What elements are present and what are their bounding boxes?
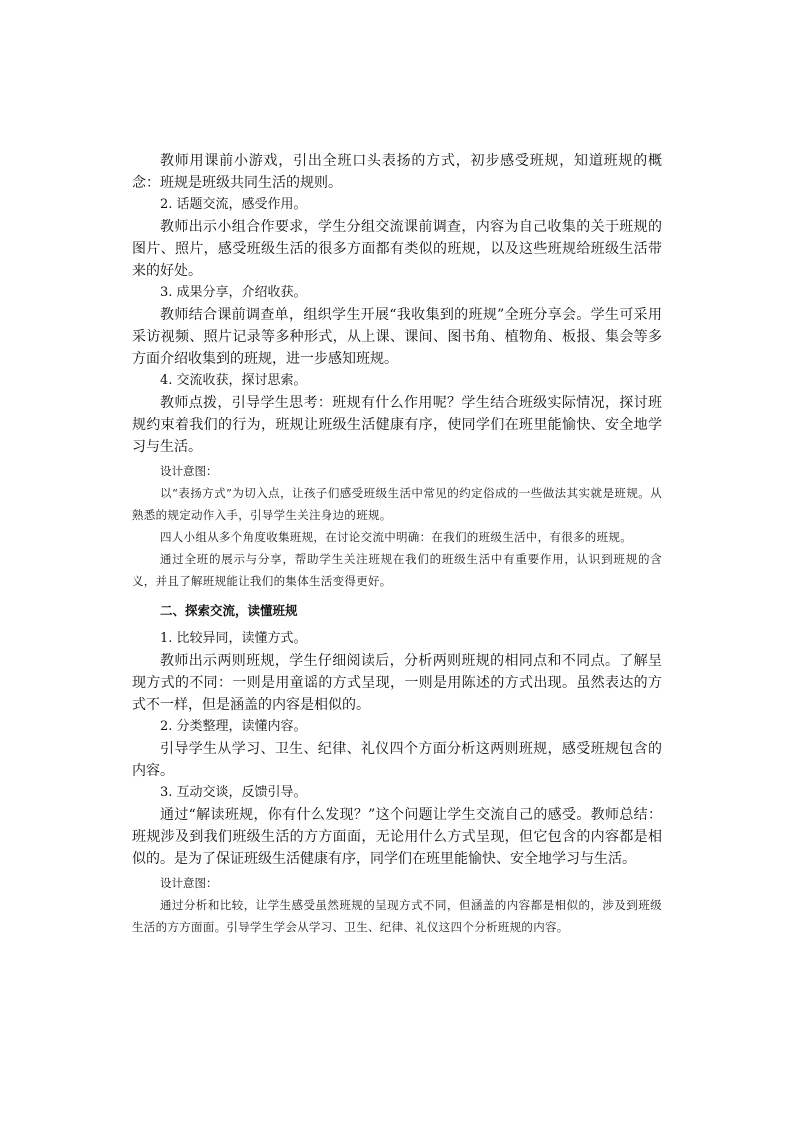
- design-intent-paragraph: 通过分析和比较，让学生感受虽然班规的呈现方式不同，但涵盖的内容都是相似的，涉及到班级生活的方方面面。引导学生学会从学习、卫生、纪律、礼仪这四个分析班规的内容。: [132, 898, 662, 934]
- step-2-paragraph: 教师出示小组合作要求，学生分组交流课前调查，内容为自己收集的关于班规的图片、照片，感受班级生活的很多方面都有类似的班规，以及这些班规给班级生活带来的好处。: [132, 219, 662, 279]
- step-2-paragraph: 引导学生从学习、卫生、纪律、礼仪四个方面分析这两则班规，感受班规包含的内容。: [132, 741, 662, 779]
- document-page: [132, 150, 662, 938]
- section-heading: 二、探索交流，读懂班规: [160, 603, 298, 618]
- step-3-paragraph: 教师结合课前调查单，组织学生开展“我收集到的班规”全班分享会。学生可采用采访视频、照片记录等多种形式，从上课、课间、图书角、植物角、板报、集会等多方面介绍收集到的班规，进一步感知班规。: [132, 307, 662, 367]
- design-intent-paragraph: 通过全班的展示与分享，帮助学生关注班规在我们的班级生活中有重要作用，认识到班规的含义，并且了解班规能让我们的集体生活变得更好。: [132, 552, 662, 588]
- design-intent-label: 设计意图：: [160, 876, 218, 890]
- step-4-paragraph: 教师点拨，引导学生思考：班规有什么作用呢？学生结合班级实际情况，探讨班规约束着我们的行为，班规让班级生活健康有序，使同学们在班里能愉快、安全地学习与生活。: [132, 395, 662, 455]
- step-2-title: 2. 分类整理，读懂内容。: [160, 719, 307, 734]
- design-intent-label: 设计意图：: [160, 464, 218, 478]
- step-3-paragraph: 通过“解读班规，你有什么发现？”这个问题让学生交流自己的感受。教师总结：班规涉及到我们班级生活的方方面面，无论用什么方式呈现，但它包含的内容都是相似的。是为了保证班级生活健康有序，同学们在班里能愉快、安全地学习与生活。: [132, 807, 662, 867]
- step-4-title: 4. 交流收获，探讨思索。: [160, 373, 307, 388]
- design-intent-paragraph: 以“表扬方式”为切入点，让孩子们感受班级生活中常见的约定俗成的一些做法其实就是班规。从熟悉的规定动作入手，引导学生关注身边的班规。: [132, 486, 662, 522]
- intro-paragraph: 教师用课前小游戏，引出全班口头表扬的方式，初步感受班规，知道班规的概念：班规是班级共同生活的规则。: [132, 153, 662, 191]
- design-intent-paragraph: 四人小组从多个角度收集班规，在讨论交流中明确：在我们的班级生活中，有很多的班规。: [160, 530, 632, 544]
- step-2-title: 2. 话题交流，感受作用。: [160, 197, 307, 212]
- step-1-title: 1. 比较异同，读懂方式。: [160, 631, 307, 646]
- step-3-title: 3. 互动交谈，反馈引导。: [160, 785, 307, 800]
- step-3-title: 3. 成果分享，介绍收获。: [160, 285, 307, 300]
- step-1-paragraph: 教师出示两则班规，学生仔细阅读后，分析两则班规的相同点和不同点。了解呈现方式的不同：一则是用童谣的方式呈现，一则是用陈述的方式出现。虽然表达的方式不一样，但是涵盖的内容是相似的。: [132, 653, 662, 713]
